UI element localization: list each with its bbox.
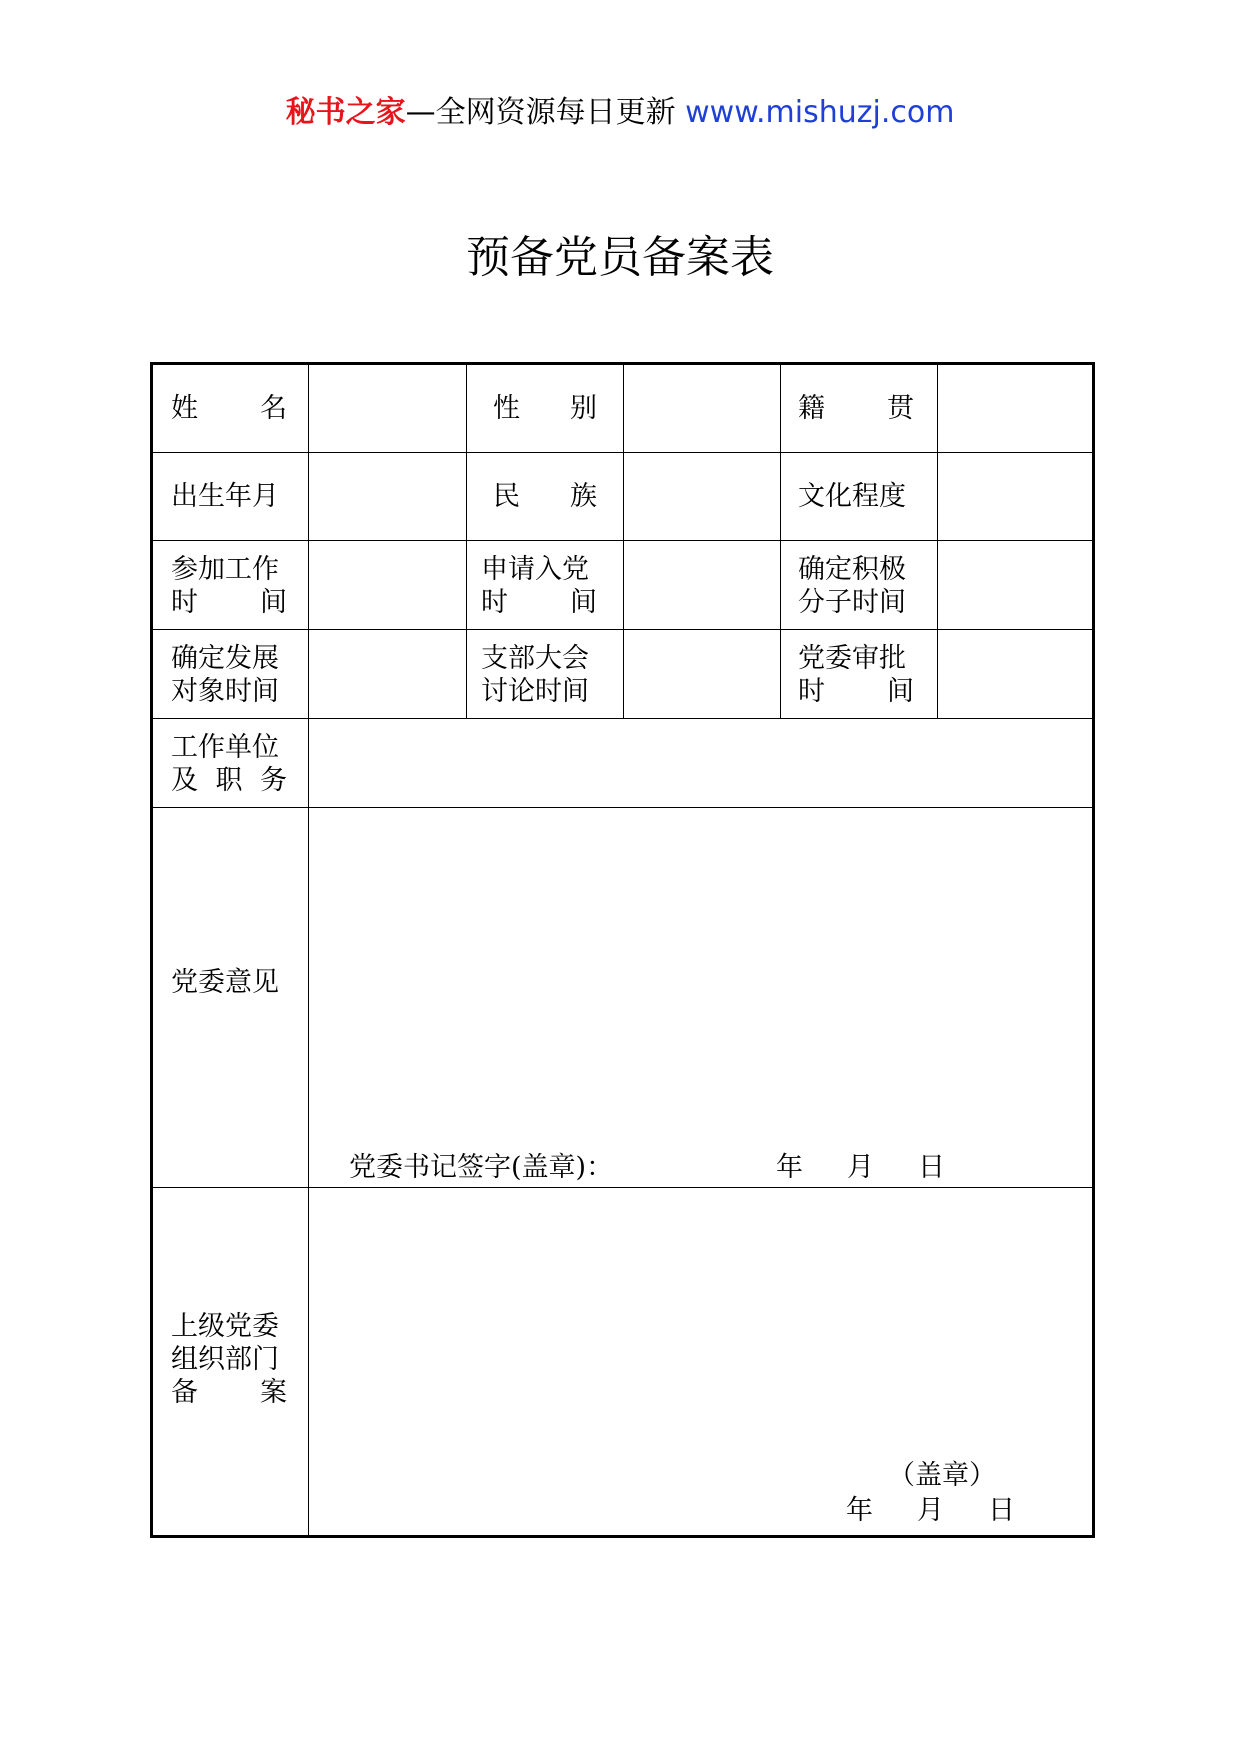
label-development-time [171,642,287,708]
label-line: 参加工作 [171,554,279,585]
secretary-signature-label: 党委书记签字(盖章)： [349,1152,614,1183]
date-day: 日 [918,1152,945,1183]
registration-form [150,362,1095,1538]
date-year: 年 [776,1152,803,1183]
site-slogan: —全网资源每日更新 [405,95,676,130]
label-text: 别 [570,393,597,424]
label-line: 讨论时间 [481,676,589,707]
label-work-start-time [171,553,287,619]
label-committee-opinion: 党委意见 [171,967,279,998]
date-month: 月 [847,1152,874,1183]
date-day: 日 [988,1495,1015,1526]
label-text: 籍 [798,393,825,424]
label-ethnicity [493,480,597,513]
col-divider [623,365,624,718]
label-text: 民 [493,481,520,512]
label-text: 贯 [887,393,914,424]
date-year: 年 [846,1495,873,1526]
label-line: 及 职 务 [171,765,287,796]
col-divider [937,365,938,718]
label-education: 文化程度 [798,481,906,512]
label-line: 上级党委 [171,1311,279,1342]
label-line: 对象时间 [171,676,279,707]
label-line: 备 案 [171,1377,287,1408]
label-text: 姓 [171,393,198,424]
date-month: 月 [917,1495,944,1526]
site-header [0,95,1240,130]
form-title: 预备党员备案表 [466,232,774,283]
label-committee-approval-time [798,642,914,708]
label-branch-meeting-time [481,642,597,708]
label-native-place [798,392,914,425]
label-text: 族 [570,481,597,512]
label-text: 名 [260,393,287,424]
site-url[interactable]: www.mishuzj.com [685,95,955,130]
label-line: 确定发展 [171,643,279,674]
label-activist-time [798,553,914,619]
label-gender [493,392,597,425]
label-line: 申请入党 [481,554,589,585]
col-divider [780,365,781,718]
label-superior-filing [171,1310,287,1409]
label-application-time [481,553,597,619]
label-line: 时 间 [798,676,914,707]
row-divider [153,718,1092,719]
label-line: 党委审批 [798,643,906,674]
label-line: 工作单位 [171,732,279,763]
label-line: 分子时间 [798,587,906,618]
label-line: 确定积极 [798,554,906,585]
label-work-unit-position [171,731,287,797]
col-divider [308,365,309,1535]
seal-label: （盖章） [888,1460,996,1491]
row-divider [153,807,1092,808]
label-line: 支部大会 [481,643,589,674]
label-line: 时 间 [171,587,287,618]
label-text: 性 [493,393,520,424]
label-name [171,392,287,425]
label-line: 组织部门 [171,1344,279,1375]
label-birth-date: 出生年月 [171,481,279,512]
label-line: 时 间 [481,587,597,618]
brand-name: 秘书之家 [285,95,406,130]
col-divider [466,365,467,718]
row-divider [153,1187,1092,1188]
